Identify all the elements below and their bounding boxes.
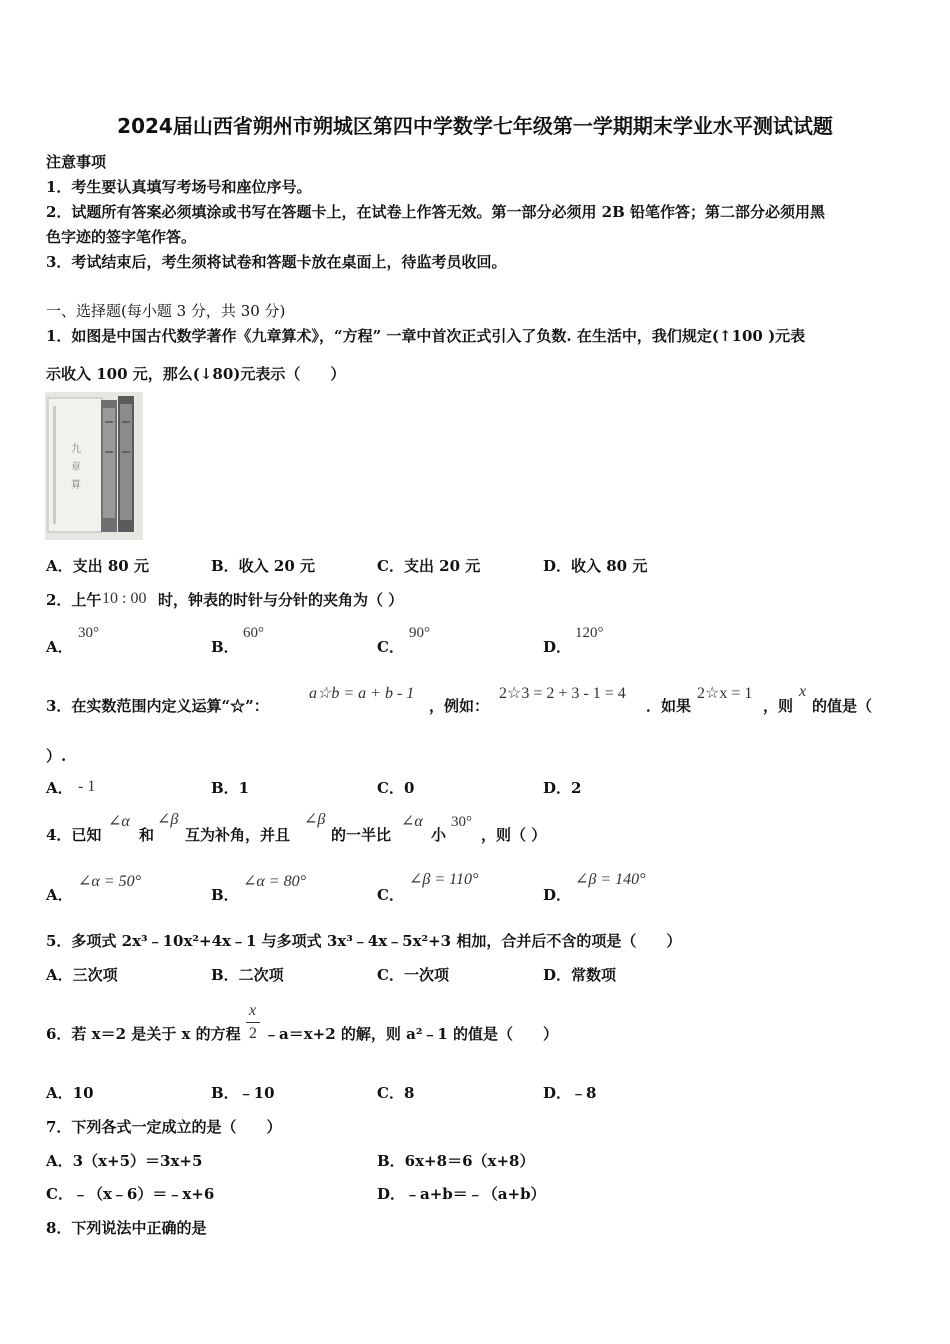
q3-part4: ，则 [763, 697, 794, 715]
q4-angle-1: ∠α [108, 813, 130, 830]
q6-frac-bar [246, 1022, 260, 1023]
q3-expr3: 2☆x = 1 [697, 685, 753, 702]
q1-option-a: A．支出 80 元 [46, 557, 149, 575]
q5-option-c: C．一次项 [377, 966, 449, 984]
page-title: 2024届山西省朔州市朔城区第四中学数学七年级第一学期期末学业水平测试试题 [117, 114, 833, 138]
q6-part2: ﹣a＝x+2 的解，则 a²﹣1 的值是（ ） [264, 1025, 559, 1043]
q3-part1: 3．在实数范围内定义运算“☆”： [46, 697, 269, 715]
q3-label-a: A． [46, 779, 73, 797]
q4-part4: 的一半比 [331, 826, 392, 844]
q3-var: x [799, 683, 807, 700]
q5-option-b: B．二次项 [211, 966, 284, 984]
q1-line1: 1．如图是中国古代数学著作《九章算术》，“方程” 一章中首次正式引入了负数. 在生活中，我们规定(↑100 )元表 [46, 327, 806, 345]
q4-angle-4: ∠α [401, 813, 423, 830]
q2-label-d: D． [543, 638, 572, 656]
q6-option-c: C．8 [377, 1084, 415, 1102]
notice-item-2: 2．试题所有答案必须填涂或书写在答题卡上，在试卷上作答无效。第一部分必须用 2B 铅笔作答；第二部分必须用黑 [46, 203, 826, 221]
q7-option-d: D．﹣a+b＝﹣（a+b） [377, 1185, 546, 1203]
q4-label-d: D． [543, 886, 572, 904]
q6-option-a: A．10 [46, 1084, 94, 1102]
notice-item-1: 1．考生要认真填写考场号和座位序号。 [46, 178, 312, 196]
q5-option-d: D．常数项 [543, 966, 617, 984]
q4-value-d: ∠β = 140° [575, 871, 646, 888]
q6-part1: 6．若 x＝2 是关于 x 的方程 [46, 1025, 241, 1043]
book-image [45, 392, 143, 540]
q8-text: 8．下列说法中正确的是 [46, 1219, 207, 1237]
q7-text: 7．下列各式一定成立的是（ ） [46, 1118, 282, 1136]
q2-value-d: 120° [575, 625, 604, 641]
q4-label-b: B． [211, 886, 239, 904]
q2-label-c: C． [377, 638, 404, 656]
q2-label-b: B． [211, 638, 239, 656]
q6-option-d: D．﹣8 [543, 1084, 597, 1102]
notice-item-2-cont: 色字迹的签字笔作答。 [46, 228, 197, 246]
q4-label-a: A． [46, 886, 73, 904]
svg-text:九: 九 [71, 444, 81, 455]
q3-part5: 的值是（ [812, 697, 873, 715]
q4-degree: 30° [451, 814, 472, 830]
q1-option-b: B．收入 20 元 [211, 557, 315, 575]
q2-post: 时，钟表的时针与分针的夹角为（ ） [158, 591, 404, 609]
q4-value-b: ∠α = 80° [243, 873, 306, 890]
q1-option-c: C．支出 20 元 [377, 557, 481, 575]
q4-value-c: ∠β = 110° [409, 871, 479, 888]
q1-option-d: D．收入 80 元 [543, 557, 648, 575]
q3-line2: ）. [46, 747, 67, 765]
q4-value-a: ∠α = 50° [78, 873, 141, 890]
q7-option-a: A．3（x+5）＝3x+5 [46, 1152, 203, 1170]
q4-label-c: C． [377, 886, 404, 904]
q3-value-a: - 1 [78, 778, 96, 795]
q3-part2: ，例如： [429, 697, 490, 715]
q4-part6: ，则（ ） [481, 826, 547, 844]
q4-angle-2: ∠β [157, 811, 179, 828]
q3-expr1: a☆b = a + b - 1 [309, 685, 415, 702]
q2-pre: 2．上午 [46, 591, 102, 609]
q2-value-c: 90° [409, 625, 430, 641]
q3-option-d: D．2 [543, 779, 582, 797]
q2-time: 10 : 00 [102, 590, 147, 607]
q4-part1: 4．已知 [46, 826, 102, 844]
q3-part3: ．如果 [646, 697, 692, 715]
q2-value-a: 30° [78, 625, 99, 641]
q5-text: 5．多项式 2x³﹣10x²+4x﹣1 与多项式 3x³﹣4x﹣5x²+3 相加，合并后不含的项是（ ） [46, 932, 682, 950]
q1-line2: 示收入 100 元，那么(↓80)元表示（ ） [46, 365, 346, 383]
q2-label-a: A． [46, 638, 73, 656]
notice-item-3: 3．考试结束后，考生须将试卷和答题卡放在桌面上，待监考员收回。 [46, 253, 507, 271]
q4-part3: 互为补角，并且 [185, 826, 291, 844]
q6-frac-num: x [249, 1002, 257, 1019]
q7-option-b: B．6x+8＝6（x+8） [377, 1152, 535, 1170]
q5-option-a: A．三次项 [46, 966, 118, 984]
svg-text:章: 章 [71, 462, 81, 473]
q4-angle-3: ∠β [304, 811, 326, 828]
q2-value-b: 60° [243, 625, 264, 641]
q4-part5: 小 [431, 826, 447, 844]
q3-option-c: C．0 [377, 779, 415, 797]
q4-part2: 和 [139, 826, 155, 844]
q3-expr2: 2☆3 = 2 + 3 - 1 = 4 [499, 685, 626, 702]
section-heading: 一、选择题(每小题 3 分，共 30 分) [46, 302, 286, 320]
notice-heading: 注意事项 [46, 153, 107, 171]
q3-option-b: B．1 [211, 779, 250, 797]
q6-option-b: B．﹣10 [211, 1084, 275, 1102]
svg-text:算: 算 [71, 480, 81, 491]
q7-option-c: C．﹣（x﹣6）＝﹣x+6 [46, 1185, 215, 1203]
q6-frac-den: 2 [249, 1025, 257, 1042]
